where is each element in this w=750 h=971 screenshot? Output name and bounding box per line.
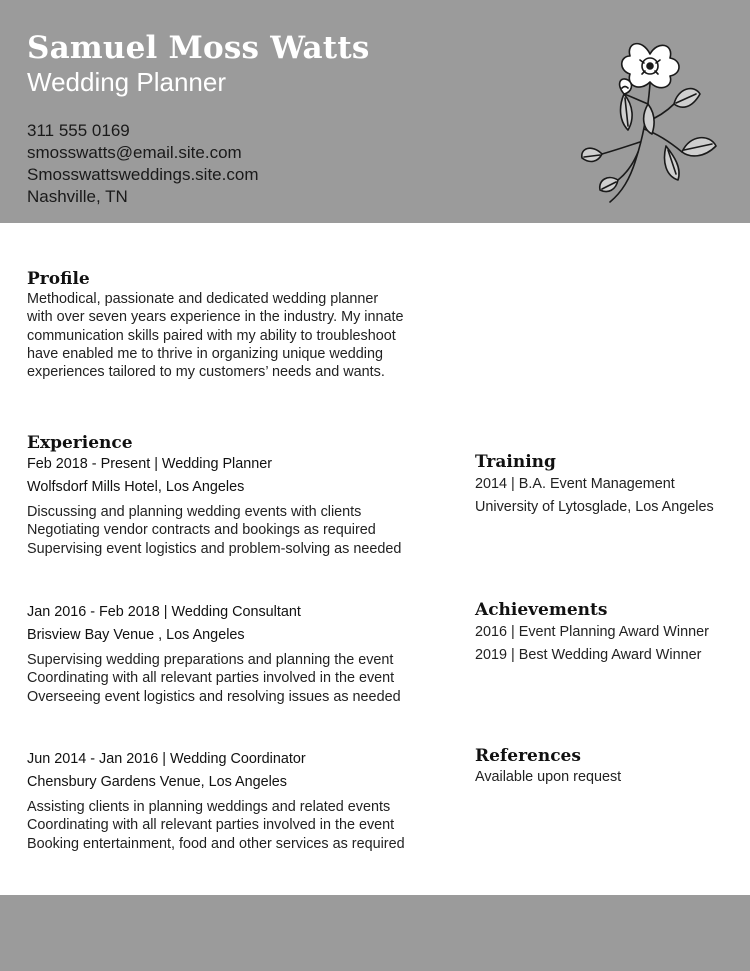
references-text: Available upon request xyxy=(475,769,622,785)
contact-phone: 311 555 0169 xyxy=(27,121,130,140)
job-period-role: Feb 2018 - Present | Wedding Planner xyxy=(27,456,273,472)
job-duty: Overseeing event logistics and resolving issues as needed xyxy=(27,688,401,705)
candidate-title: Wedding Planner xyxy=(27,67,226,97)
job-place: Brisview Bay Venue , Los Angeles xyxy=(27,627,245,643)
job-duty: Coordinating with all relevant parties involved in the event xyxy=(27,670,395,687)
job-period-role: Jun 2014 - Jan 2016 | Wedding Coordinator xyxy=(27,751,306,767)
contact-location: Nashville, TN xyxy=(27,187,128,206)
job-duties xyxy=(27,503,401,558)
profile-summary xyxy=(27,290,403,381)
training-school: University of Lytosglade, Los Angeles xyxy=(475,499,714,515)
job-duties xyxy=(27,798,405,853)
profile-line: communication skills paired with my ability to troubleshoot xyxy=(27,327,396,344)
achievement-item: 2016 | Event Planning Award Winner xyxy=(475,624,709,640)
achievements-list xyxy=(475,621,709,667)
footer-band xyxy=(0,895,750,971)
references-heading: References xyxy=(475,746,581,766)
profile-line: experiences tailored to my customers’ needs and wants. xyxy=(27,364,385,381)
profile-heading: Profile xyxy=(27,269,90,289)
profile-line: with over seven years experience in the industry. My innate xyxy=(27,309,404,326)
job-duty: Negotiating vendor contracts and bookings as required xyxy=(27,522,376,539)
achievements-heading: Achievements xyxy=(475,600,608,620)
job-duties xyxy=(27,651,401,706)
job-duty: Supervising event logistics and problem-solving as needed xyxy=(27,540,402,557)
job-duty: Coordinating with all relevant parties involved in the event xyxy=(27,817,395,834)
candidate-name: Samuel Moss Watts xyxy=(27,30,370,66)
job-place: Wolfsdorf Mills Hotel, Los Angeles xyxy=(27,479,245,495)
job-period-role: Jan 2016 - Feb 2018 | Wedding Consultant xyxy=(27,604,301,620)
achievement-item: 2019 | Best Wedding Award Winner xyxy=(475,647,702,663)
contact-email: smosswatts@email.site.com xyxy=(27,143,242,162)
experience-entry xyxy=(27,601,401,706)
experience-heading: Experience xyxy=(27,433,133,453)
contact-website: Smosswattsweddings.site.com xyxy=(27,165,259,184)
experience-entry xyxy=(27,748,405,853)
job-duty: Supervising wedding preparations and planning the event xyxy=(27,652,394,668)
job-duty: Booking entertainment, food and other services as required xyxy=(27,835,405,852)
training-degree: 2014 | B.A. Event Management xyxy=(475,476,675,492)
experience-entry xyxy=(27,453,401,558)
header-band xyxy=(0,0,750,223)
job-duty: Assisting clients in planning weddings and related events xyxy=(27,799,391,815)
profile-line: have enabled me to thrive in organizing unique wedding xyxy=(27,345,384,362)
training-heading: Training xyxy=(475,452,556,472)
rose-flower-illustration xyxy=(578,34,724,206)
profile-line: Methodical, passionate and dedicated wedding planner xyxy=(27,291,379,307)
training-list xyxy=(475,473,714,519)
contact-block xyxy=(27,120,258,208)
job-place: Chensbury Gardens Venue, Los Angeles xyxy=(27,774,288,790)
job-duty: Discussing and planning wedding events with clients xyxy=(27,504,362,520)
